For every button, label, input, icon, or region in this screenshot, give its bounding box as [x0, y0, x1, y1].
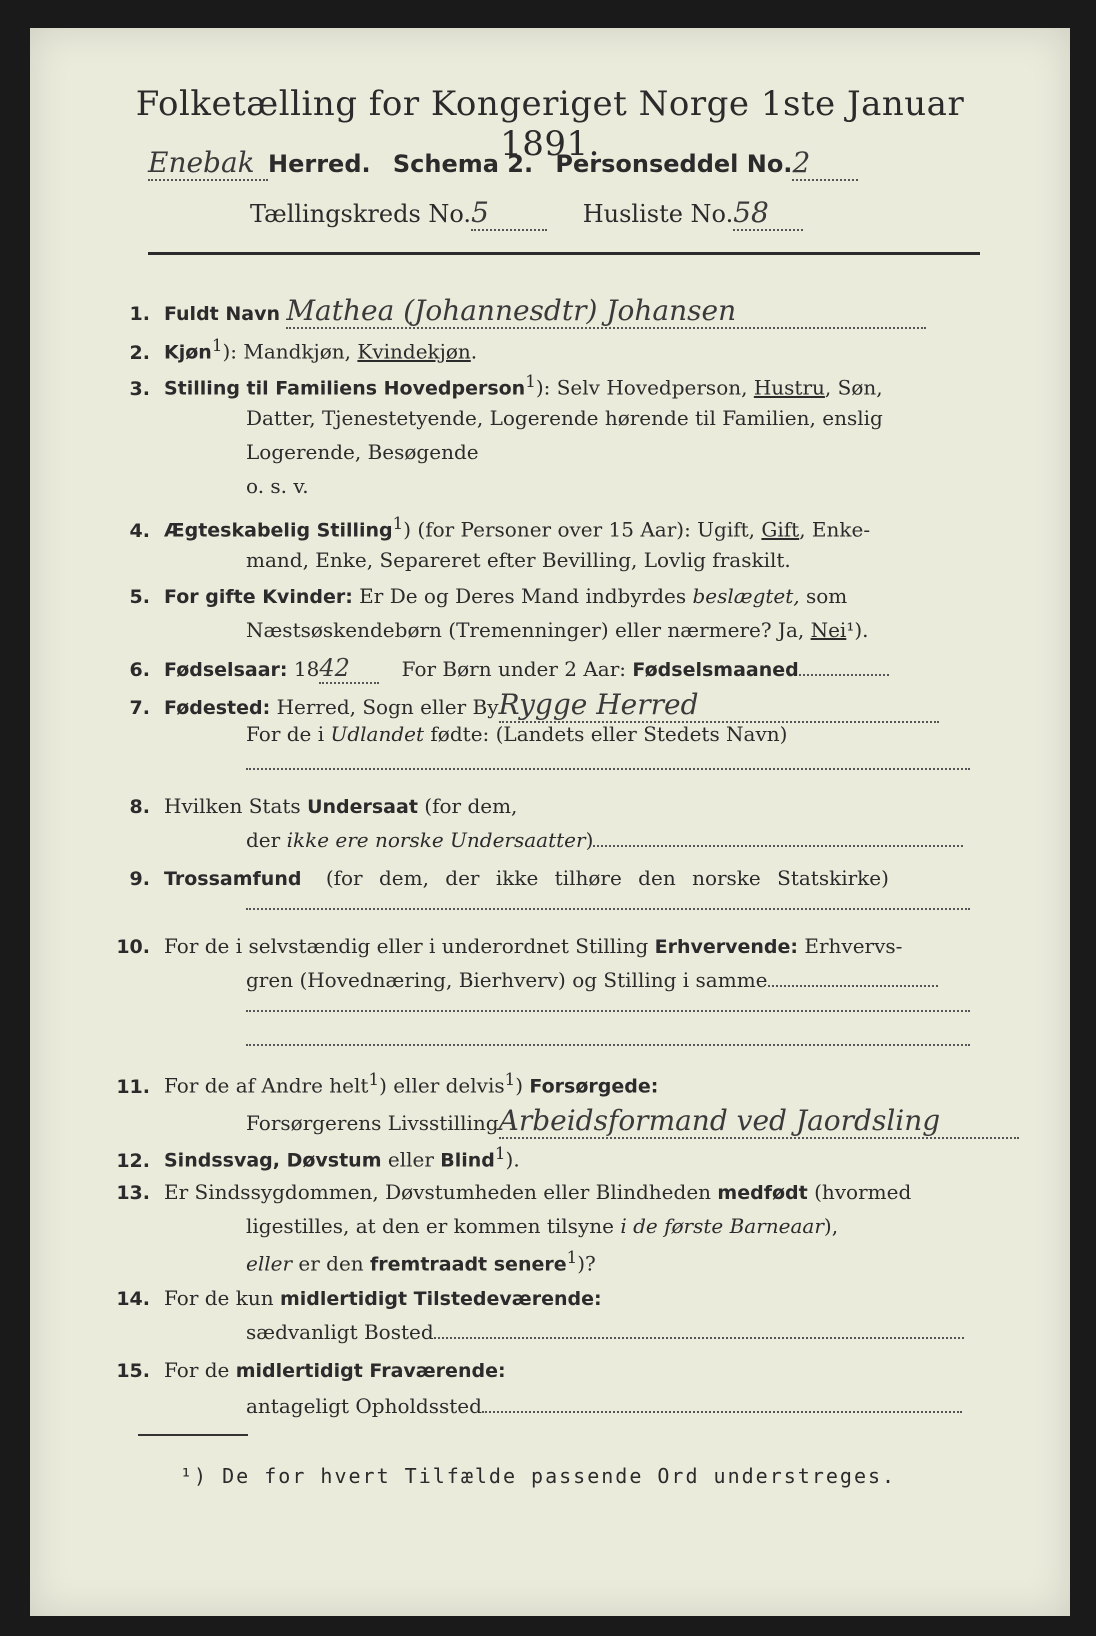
footnote-mark: 1 [504, 1070, 516, 1089]
item-label: fremtraadt senere [370, 1253, 567, 1276]
item-text: Er De og Deres Mand indbyrdes [359, 584, 687, 608]
item-text: , Enke- [799, 517, 871, 542]
item-13-line-2 [246, 1214, 838, 1238]
dotted-line [593, 831, 963, 847]
item-text: For de af Andre helt [164, 1073, 369, 1098]
personseddel-value: 2 [792, 146, 858, 181]
item-number: 6. [129, 659, 150, 681]
dotted-line [768, 971, 938, 987]
item-label: Sindssvag, Døvstum [164, 1149, 382, 1172]
item-label: Blind [440, 1149, 495, 1172]
item-text: antageligt Opholdssted [246, 1394, 482, 1418]
item-text: ligestilles, at den er kommen tilsyne [246, 1214, 614, 1238]
header-rule [148, 252, 980, 255]
footnote-mark: 1 [525, 372, 536, 391]
item-text: , Søn, [824, 375, 883, 400]
provider-occupation-value: Arbeidsformand ved Jaordsling [499, 1104, 1019, 1139]
item-12 [110, 1144, 520, 1172]
item-13-line-3 [246, 1248, 596, 1276]
item-label: Fødested: [164, 697, 271, 719]
item-number: 4. [129, 519, 150, 542]
item-label: Forsørgede: [529, 1075, 659, 1098]
item-label: midlertidigt Tilstedeværende: [279, 1288, 602, 1310]
item-number: 1. [129, 303, 150, 325]
item-text-italic: eller [246, 1251, 293, 1276]
item-text: ), [823, 1214, 839, 1238]
underlined-option: Hustru [753, 375, 825, 400]
dotted-line [246, 906, 970, 910]
item-text: For Børn under 2 Aar: [401, 657, 627, 681]
footnote-mark: 1 [368, 1070, 380, 1089]
item-7-line-2 [246, 722, 787, 746]
item-8 [110, 794, 517, 818]
birthplace-value: Rygge Herred [499, 688, 939, 723]
item-text: (for dem, [424, 794, 518, 818]
item-text: For de i [246, 722, 325, 746]
item-number: 14. [116, 1288, 150, 1310]
item-text: (hvormed [814, 1180, 912, 1204]
footnote-mark: 1 [392, 514, 404, 533]
item-text: fødte: (Landets eller Stedets Navn) [430, 722, 788, 746]
husliste-label: Husliste No. [582, 200, 734, 228]
kreds-husliste-line [250, 196, 803, 231]
item-11-line-2 [246, 1104, 1019, 1139]
item-label: medfødt [717, 1182, 808, 1204]
schema-label: Schema 2. [392, 150, 534, 178]
item-text: eller [387, 1147, 434, 1172]
footnote-mark: 1 [211, 336, 223, 355]
item-text: ) (for Personer over 15 Aar): Ugift, [403, 517, 756, 542]
herred-value: Enebak [148, 146, 268, 181]
item-text: For de i selvstændig eller i underordnet Stilling [164, 934, 649, 958]
item-text: Er Sindssygdommen, Døvstumheden eller Blindheden [164, 1180, 712, 1204]
item-text-italic: beslægtet, [692, 584, 800, 608]
item-3-line-2: Datter, Tjenestetyende, Logerende hørende til Familien, enslig [246, 406, 883, 430]
item-text: . [470, 339, 478, 364]
kreds-label: Tællingskreds No. [250, 200, 472, 228]
item-number: 2. [129, 341, 150, 364]
item-label: Kjøn [164, 341, 212, 364]
item-number: 13. [116, 1182, 150, 1204]
item-text: Næstsøskendebørn (Tremenninger) eller nærmere? Ja, [246, 618, 805, 642]
item-text: Hvilken Stats [164, 794, 301, 818]
footnote-mark: 1 [566, 1248, 578, 1267]
item-3 [110, 372, 883, 400]
herred-schema-line [148, 146, 858, 181]
full-name-value: Mathea (Johannesdtr) Johansen [286, 294, 926, 329]
item-number: 9. [129, 868, 150, 890]
item-5-line-2 [246, 618, 869, 642]
item-text: ): Mandkjøn, [222, 339, 352, 364]
item-number: 10. [116, 936, 150, 958]
item-number: 7. [129, 697, 150, 719]
dotted-line [799, 660, 889, 676]
item-4 [110, 514, 870, 542]
item-number: 15. [116, 1360, 150, 1382]
footnote: ¹) De for hvert Tilfælde passende Ord understreges. [180, 1464, 897, 1488]
item-text-italic: i de første Barneaar [620, 1214, 824, 1238]
item-label: Undersaat [307, 796, 418, 818]
item-text: som [806, 584, 848, 608]
item-4-line-2: mand, Enke, Separeret efter Bevilling, Lovlig fraskilt. [246, 548, 791, 572]
item-text: der [246, 828, 281, 852]
form-title: Folketælling for Kongeriget Norge 1ste Januar 1891. [135, 84, 965, 164]
item-label: For gifte Kvinder: [164, 586, 353, 608]
underlined-option: Kvindekjøn [357, 339, 471, 364]
item-text: ). [505, 1147, 520, 1172]
item-label: Fødselsaar: [164, 659, 288, 681]
item-1 [110, 294, 926, 329]
item-text: ) eller delvis [379, 1073, 505, 1098]
dotted-line [246, 1008, 970, 1012]
item-number: 12. [116, 1149, 150, 1172]
item-text: For de [164, 1358, 230, 1382]
item-text: sædvanligt Bosted [246, 1320, 434, 1344]
dotted-line [246, 1042, 970, 1046]
item-label: Fuldt Navn [164, 303, 281, 325]
underlined-option: Gift [761, 517, 800, 542]
herred-label: Herred. [268, 150, 371, 178]
item-text: ¹). [846, 618, 869, 642]
item-number: 3. [129, 377, 150, 400]
item-6 [110, 654, 889, 684]
item-label: Erhvervende: [654, 936, 799, 958]
item-text-italic: Udlandet [330, 722, 425, 746]
item-text: ) [585, 828, 594, 852]
item-5 [110, 584, 847, 608]
item-label: Trossamfund [164, 868, 302, 890]
item-13 [110, 1180, 911, 1204]
item-7 [110, 688, 939, 723]
kreds-value: 5 [471, 196, 547, 231]
item-15-line-2 [246, 1394, 962, 1418]
dotted-line [434, 1323, 964, 1339]
item-text: ) [515, 1073, 530, 1098]
item-label: midlertidigt Fraværende: [235, 1360, 506, 1382]
item-text: For de kun [164, 1286, 274, 1310]
dotted-line [246, 766, 970, 770]
item-text-italic: ikke ere norske Undersaatter [286, 828, 586, 852]
footnote-rule [138, 1434, 248, 1436]
item-2 [110, 336, 477, 364]
item-14 [110, 1286, 602, 1310]
item-3-line-3: Logerende, Besøgende [246, 440, 479, 464]
item-label: Stilling til Familiens Hovedperson [164, 377, 526, 400]
item-text: (for dem, der ikke tilhøre den norske Statskirke) [325, 866, 889, 890]
item-number: 5. [129, 586, 150, 608]
item-10 [110, 934, 902, 958]
item-label: Fødselsmaaned [632, 659, 799, 681]
personseddel-label: Personseddel No. [555, 150, 793, 178]
item-3-line-4: o. s. v. [246, 474, 309, 498]
item-14-line-2 [246, 1320, 964, 1344]
item-15 [110, 1358, 506, 1382]
dotted-line [482, 1397, 962, 1413]
item-10-line-2 [246, 968, 938, 992]
item-text: gren (Hovednæring, Bierhverv) og Stilling i samme [246, 968, 768, 992]
item-number: 11. [116, 1075, 150, 1098]
item-11 [110, 1070, 658, 1098]
husliste-value: 58 [733, 196, 803, 231]
item-text: Herred, Sogn eller By [276, 695, 499, 719]
item-text: er den [298, 1251, 364, 1276]
footnote-mark: 1 [494, 1144, 506, 1163]
underlined-option: Nei [810, 618, 847, 642]
item-text: ): Selv Hovedperson, [535, 375, 748, 400]
item-text: Erhvervs- [804, 934, 903, 958]
item-label: Ægteskabelig Stilling [164, 519, 393, 542]
item-text: )? [577, 1251, 596, 1276]
item-number: 8. [129, 796, 150, 818]
birth-year-value: 42 [319, 654, 379, 684]
item-text: Forsørgerens Livsstilling [246, 1111, 499, 1135]
item-8-line-2 [246, 828, 963, 852]
birth-year-prefix: 18 [293, 657, 320, 681]
item-9 [110, 866, 889, 890]
